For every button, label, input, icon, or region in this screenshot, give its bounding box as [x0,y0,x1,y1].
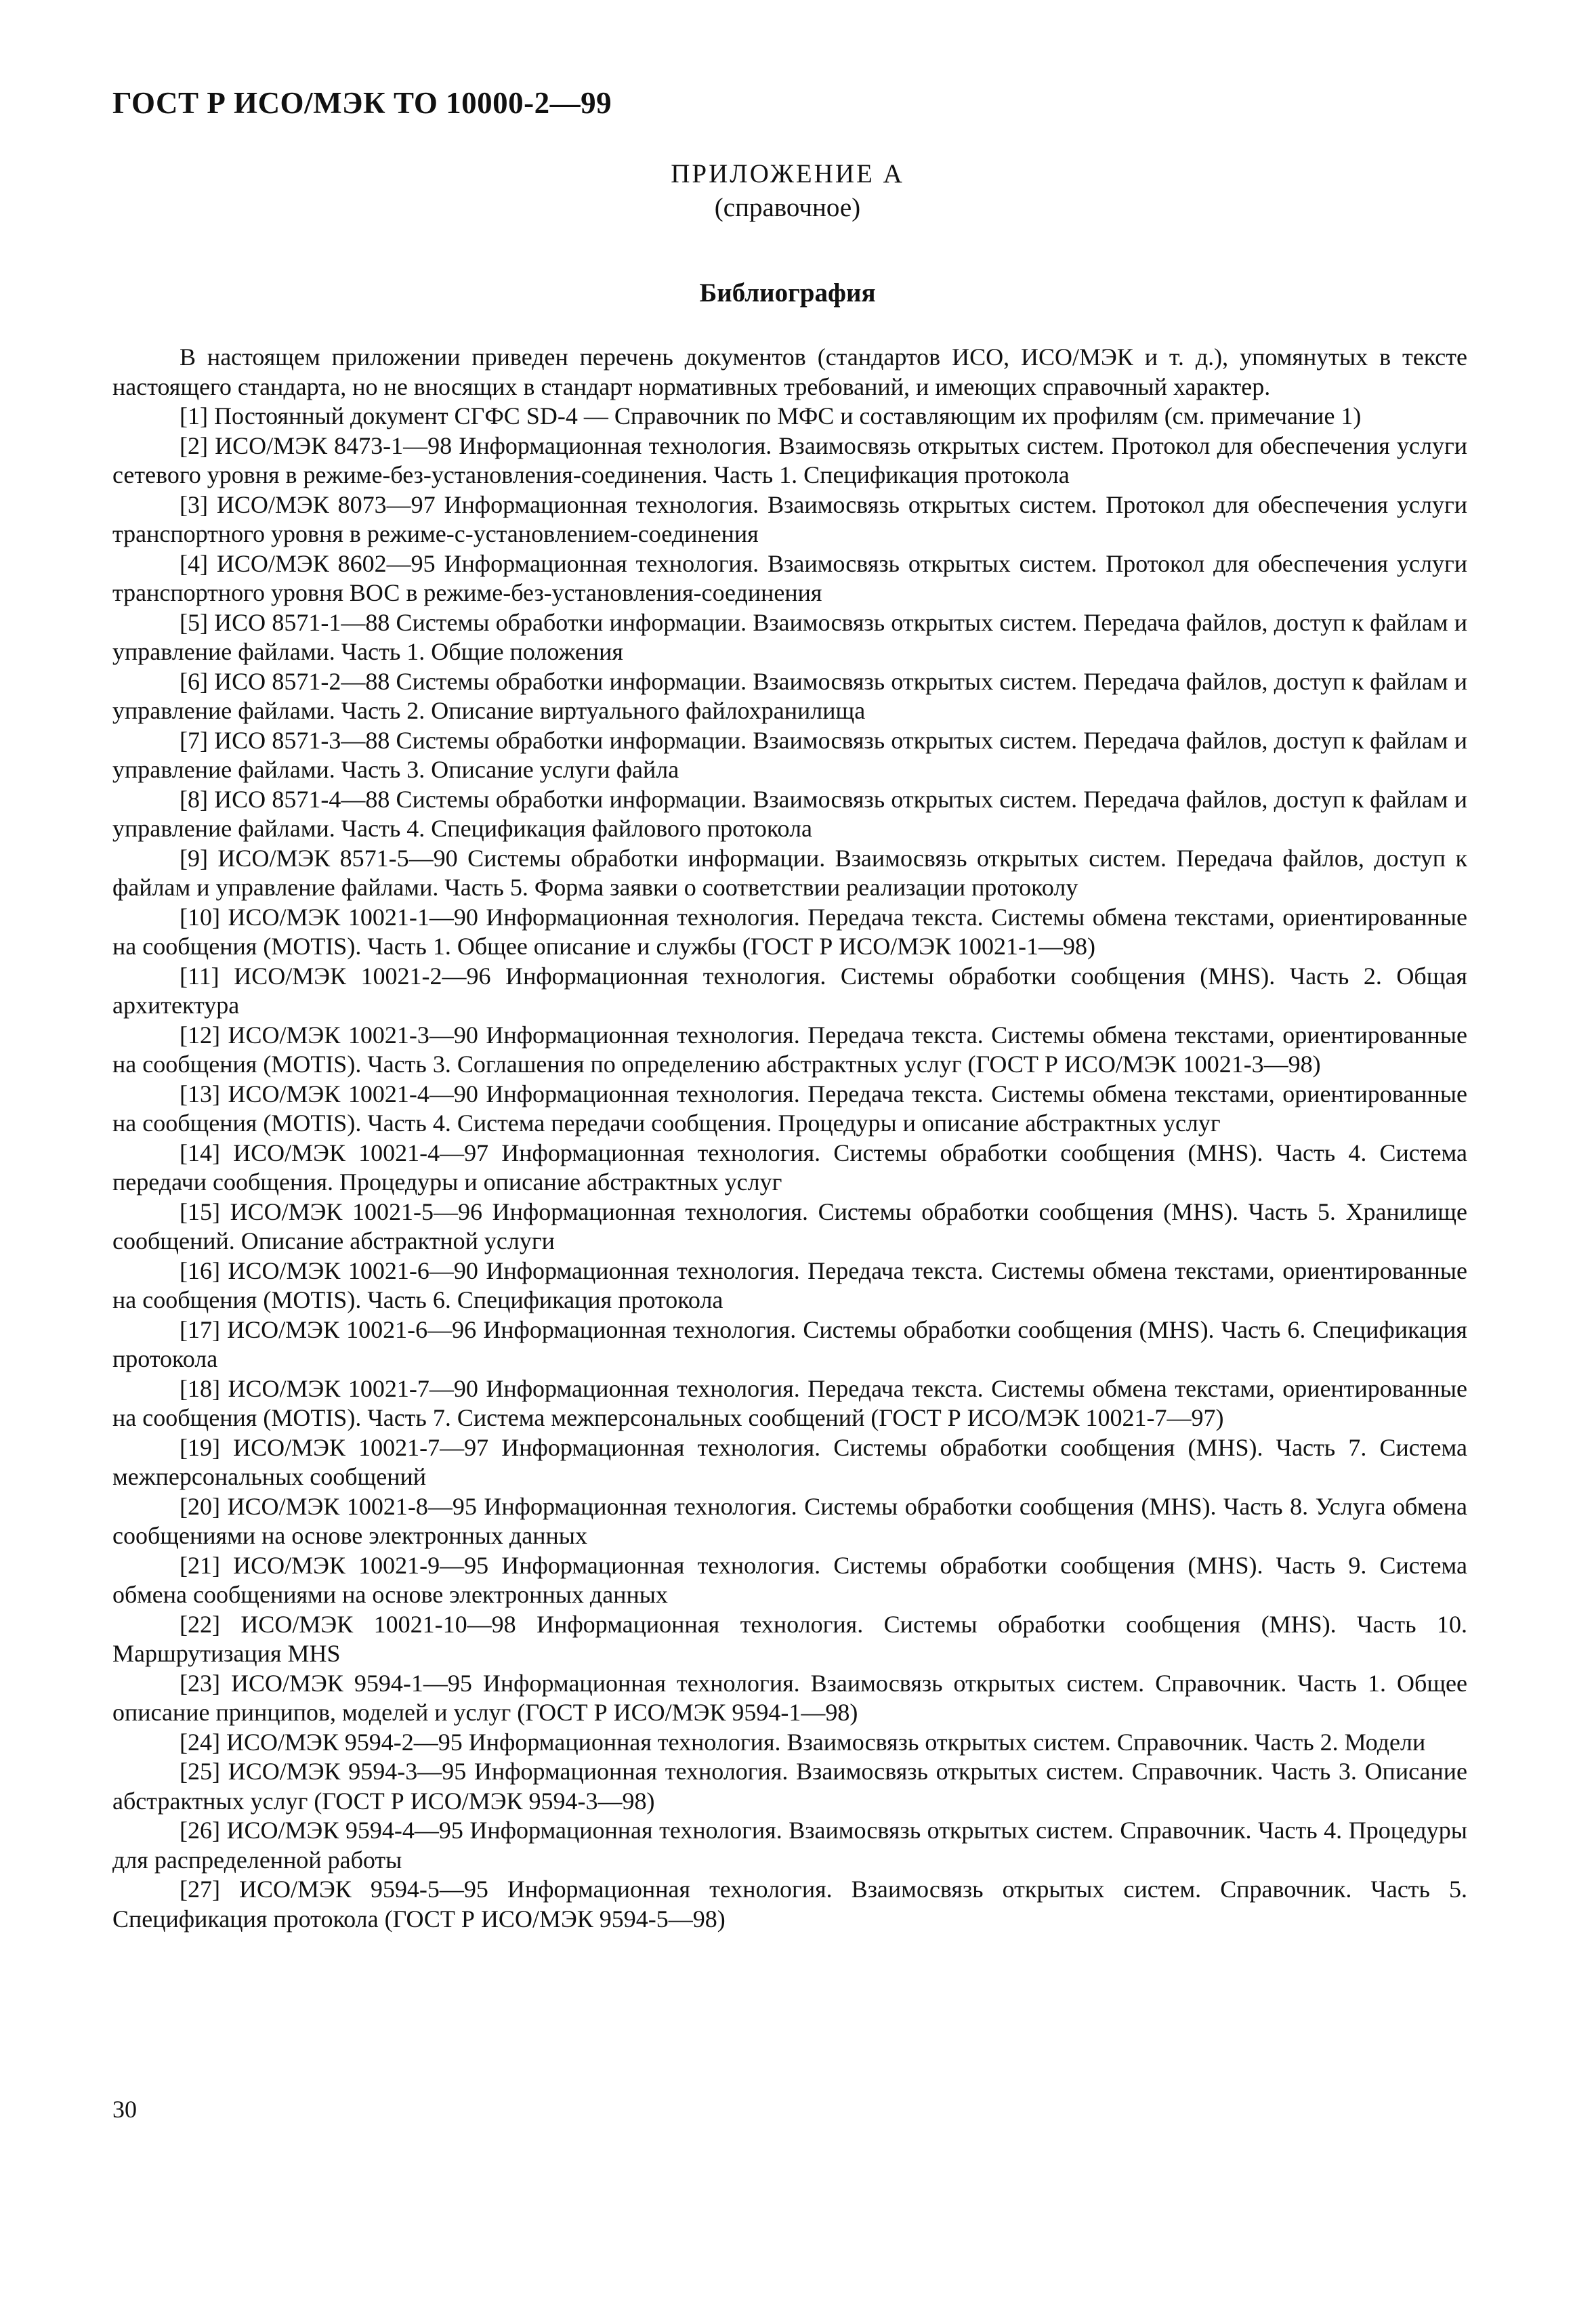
reference-item: [14] ИСО/МЭК 10021-4—97 Информационная технология. Системы обработки сообщения (MHS). Часть 4. Система передачи сообщения. Процедуры и описание абстрактных услуг [112,1139,1467,1196]
reference-item: [27] ИСО/МЭК 9594-5—95 Информационная технология. Взаимосвязь открытых систем. Справочник. Часть 5. Спецификация протокола (ГОСТ Р ИСО/МЭК 9594-5—98) [112,1876,1467,1932]
bibliography-intro: В настоящем приложении приведен перечень документов (стандартов ИСО, ИСО/МЭК и т. д.), упомянутых в тексте настоящего стандарта, но не вносящих в стандарт нормативных требований, и имеющих справочный характер. [112,343,1467,400]
reference-item: [2] ИСО/МЭК 8473-1—98 Информационная технология. Взаимосвязь открытых систем. Протокол для обеспечения услуги сетевого уровня в режиме-без-установления-соединения. Часть 1. Спецификация протокола [112,431,1467,488]
page-number: 30 [112,2096,137,2123]
appendix-subtitle: (справочное) [714,193,861,222]
reference-item: [10] ИСО/МЭК 10021-1—90 Информационная технология. Передача текста. Системы обмена текстами, ориентированные на сообщения (MOTIS). Часть 1. Общее описание и службы (ГОСТ Р ИСО/МЭК 10021-1—98) [112,903,1467,960]
reference-item: [24] ИСО/МЭК 9594-2—95 Информационная технология. Взаимосвязь открытых систем. Справочник. Часть 2. Модели [180,1728,1426,1756]
reference-item: [21] ИСО/МЭК 10021-9—95 Информационная технология. Системы обработки сообщения (MHS). Часть 9. Система обмена сообщениями на основе электронных данных [112,1551,1467,1608]
bibliography-content [112,343,1467,1934]
reference-item: [17] ИСО/МЭК 10021-6—96 Информационная технология. Системы обработки сообщения (MHS). Часть 6. Спецификация протокола [112,1315,1467,1372]
reference-item: [4] ИСО/МЭК 8602—95 Информационная технология. Взаимосвязь открытых систем. Протокол для обеспечения услуги транспортного уровня ВОС в режиме-без-установления-соединения [112,549,1467,606]
reference-item: [26] ИСО/МЭК 9594-4—95 Информационная технология. Взаимосвязь открытых систем. Справочник. Часть 4. Процедуры для распределенной работы [112,1817,1467,1874]
reference-item: [19] ИСО/МЭК 10021-7—97 Информационная технология. Системы обработки сообщения (MHS). Часть 7. Система межперсональных сообщений [112,1433,1467,1490]
reference-item: [12] ИСО/МЭК 10021-3—90 Информационная технология. Передача текста. Системы обмена текстами, ориентированные на сообщения (MOTIS). Часть 3. Соглашения по определению абстрактных услуг (ГОСТ Р ИСО/МЭК 10021-3—98) [112,1021,1467,1078]
appendix-title: ПРИЛОЖЕНИЕ А [671,159,904,188]
document-header: ГОСТ Р ИСО/МЭК ТО 10000-2—99 [112,86,612,120]
reference-item: [6] ИСО 8571-2—88 Системы обработки информации. Взаимосвязь открытых систем. Передача файлов, доступ к файлам и управление файлами. Часть 2. Описание виртуального файлохранилища [112,667,1467,724]
reference-item: [5] ИСО 8571-1—88 Системы обработки информации. Взаимосвязь открытых систем. Передача файлов, доступ к файлам и управление файлами. Часть 1. Общие положения [112,608,1467,665]
reference-item: [23] ИСО/МЭК 9594-1—95 Информационная технология. Взаимосвязь открытых систем. Справочник. Часть 1. Общее описание принципов, моделей и услуг (ГОСТ Р ИСО/МЭК 9594-1—98) [112,1669,1467,1726]
reference-item: [9] ИСО/МЭК 8571-5—90 Системы обработки информации. Взаимосвязь открытых систем. Передача файлов, доступ к файлам и управление файлами. Часть 5. Форма заявки о соответствии реализации протоколу [112,844,1467,901]
reference-item: [25] ИСО/МЭК 9594-3—95 Информационная технология. Взаимосвязь открытых систем. Справочник. Часть 3. Описание абстрактных услуг (ГОСТ Р ИСО/МЭК 9594-3—98) [112,1758,1467,1815]
reference-item: [20] ИСО/МЭК 10021-8—95 Информационная технология. Системы обработки сообщения (MHS). Часть 8. Услуга обмена сообщениями на основе электронных данных [112,1492,1467,1549]
section-title: Библиография [699,278,876,308]
reference-item: [3] ИСО/МЭК 8073—97 Информационная технология. Взаимосвязь открытых систем. Протокол для обеспечения услуги транспортного уровня в режиме-с-установлением-соединения [112,490,1467,547]
reference-item: [8] ИСО 8571-4—88 Системы обработки информации. Взаимосвязь открытых систем. Передача файлов, доступ к файлам и управление файлами. Часть 4. Спецификация файлового протокола [112,785,1467,842]
reference-item: [22] ИСО/МЭК 10021-10—98 Информационная технология. Системы обработки сообщения (MHS). Часть 10. Маршрутизация MHS [112,1610,1467,1667]
reference-item: [16] ИСО/МЭК 10021-6—90 Информационная технология. Передача текста. Системы обмена текстами, ориентированные на сообщения (MOTIS). Часть 6. Спецификация протокола [112,1256,1467,1313]
reference-item: [7] ИСО 8571-3—88 Системы обработки информации. Взаимосвязь открытых систем. Передача файлов, доступ к файлам и управление файлами. Часть 3. Описание услуги файла [112,726,1467,783]
reference-item: [13] ИСО/МЭК 10021-4—90 Информационная технология. Передача текста. Системы обмена текстами, ориентированные на сообщения (MOTIS). Часть 4. Система передачи сообщения. Процедуры и описание абстрактных услуг [112,1080,1467,1137]
reference-item: [11] ИСО/МЭК 10021-2—96 Информационная технология. Системы обработки сообщения (MHS). Часть 2. Общая архитектура [112,962,1467,1019]
reference-item: [18] ИСО/МЭК 10021-7—90 Информационная технология. Передача текста. Системы обмена текстами, ориентированные на сообщения (MOTIS). Часть 7. Система межперсональных сообщений (ГОСТ Р ИСО/МЭК 10021-7—97) [112,1374,1467,1431]
reference-item: [15] ИСО/МЭК 10021-5—96 Информационная технология. Системы обработки сообщения (MHS). Часть 5. Хранилище сообщений. Описание абстрактной услуги [112,1198,1467,1254]
appendix-heading [0,157,1575,225]
reference-item: [1] Постоянный документ СГФС SD-4 — Справочник по МФС и составляющим их профилям (см. примечание 1) [180,402,1362,429]
